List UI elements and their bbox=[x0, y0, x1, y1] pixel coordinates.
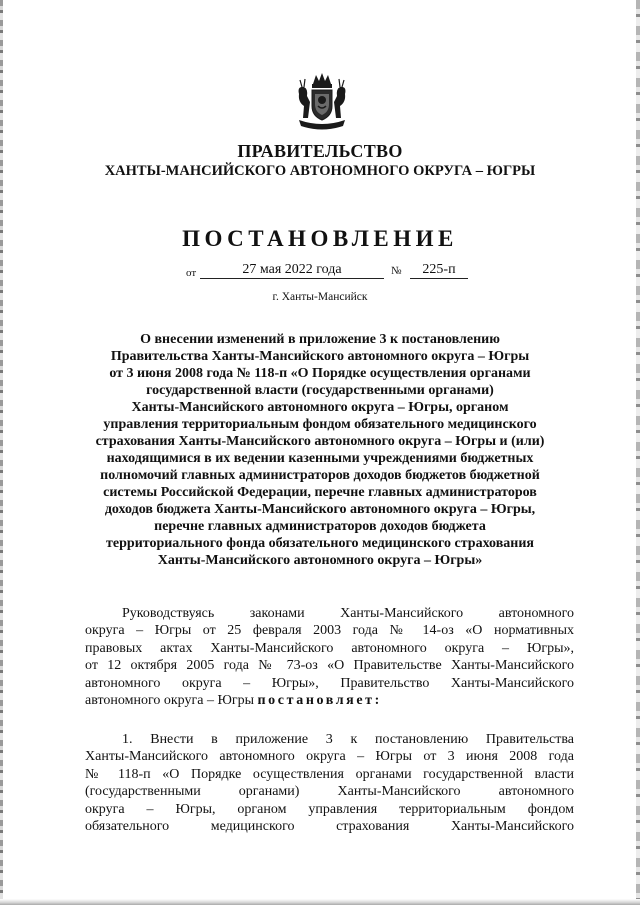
scan-edge-bottom bbox=[0, 899, 640, 905]
title-line: территориального фонда обязательного медицинского страхования bbox=[106, 536, 534, 551]
paragraph-line: 1. Внести в приложение 3 к постановлению Правительства bbox=[122, 732, 574, 747]
document-title bbox=[78, 331, 562, 569]
title-line: доходов бюджета Ханты-Мансийского автономного округа – Югры, bbox=[104, 502, 536, 517]
scan-edge-right bbox=[636, 0, 640, 905]
title-line: страхования Ханты-Мансийского автономного округа – Югры и (или) bbox=[95, 434, 545, 449]
coat-of-arms-icon bbox=[295, 72, 349, 134]
paragraph-line: автономного округа – Югры», Правительство Ханты-Мансийского bbox=[85, 675, 574, 691]
city: г. Ханты-Мансийск bbox=[272, 291, 368, 303]
paragraph-line: автономного округа – Югры bbox=[85, 693, 254, 709]
paragraph-line: правовых актах Ханты-Мансийского автономного округа – Югры», bbox=[85, 640, 574, 656]
title-line: перечне главных администраторов доходов бюджета bbox=[154, 519, 486, 534]
number-label: № bbox=[391, 265, 402, 277]
paragraph-line: Руководствуясь законами Ханты-Мансийского автономного bbox=[122, 606, 574, 621]
resolves-word: постановляет: bbox=[257, 693, 382, 709]
preamble-paragraph bbox=[85, 605, 574, 709]
paragraph-line: от 12 октября 2005 года № 73-оз «О Правительстве Ханты-Мансийского bbox=[85, 658, 574, 674]
region-title: ХАНТЫ-МАНСИЙСКОГО АВТОНОМНОГО ОКРУГА – ЮГРЫ bbox=[104, 163, 536, 179]
document-number: 225-п bbox=[410, 262, 468, 279]
title-line: полномочий главных администраторов доходов бюджетов бюджетной bbox=[100, 468, 540, 483]
title-line: государственной власти (государственными органами) bbox=[146, 383, 494, 398]
title-line: Ханты-Мансийского автономного округа – Югры» bbox=[157, 553, 483, 568]
title-line: Ханты-Мансийского автономного округа – Югры, органом bbox=[131, 400, 509, 415]
title-line: О внесении изменений в приложение 3 к постановлению bbox=[140, 332, 500, 347]
title-line: системы Российской Федерации, перечне главных администраторов bbox=[103, 485, 537, 500]
title-line: управления территориальным фондом обязательного медицинского bbox=[103, 417, 537, 432]
scan-edge-left bbox=[0, 0, 3, 905]
from-label: от bbox=[186, 267, 197, 279]
paragraph-line: округа – Югры от 25 февраля 2003 года № 14-оз «О нормативных bbox=[85, 623, 574, 639]
title-line: находящимися в их ведении казенными учреждениями бюджетных bbox=[106, 451, 534, 466]
paragraph-line: (государственными органами) Ханты-Мансийского автономного bbox=[85, 784, 574, 800]
title-line: от 3 июня 2008 года № 118-п «О Порядке осуществления органами bbox=[109, 366, 531, 381]
document-type: ПОСТАНОВЛЕНИЕ bbox=[182, 226, 458, 251]
item-1-paragraph bbox=[85, 731, 574, 835]
document-date: 27 мая 2022 года bbox=[200, 262, 384, 279]
paragraph-line: № 118-п «О Порядке осуществления органами государственной власти bbox=[85, 766, 574, 782]
paragraph-line: Ханты-Мансийского автономного округа – Югры от 3 июня 2008 года bbox=[85, 749, 574, 765]
title-line: Правительства Ханты-Мансийского автономного округа – Югры bbox=[110, 349, 530, 364]
document-meta bbox=[0, 262, 640, 284]
paragraph-line-last bbox=[85, 692, 574, 709]
paragraph-line: округа – Югры, органом управления территориальным фондом bbox=[85, 801, 574, 817]
paragraph-line: обязательного медицинского страхования Ханты-Мансийского bbox=[85, 819, 574, 835]
government-title: ПРАВИТЕЛЬСТВО bbox=[237, 141, 403, 161]
